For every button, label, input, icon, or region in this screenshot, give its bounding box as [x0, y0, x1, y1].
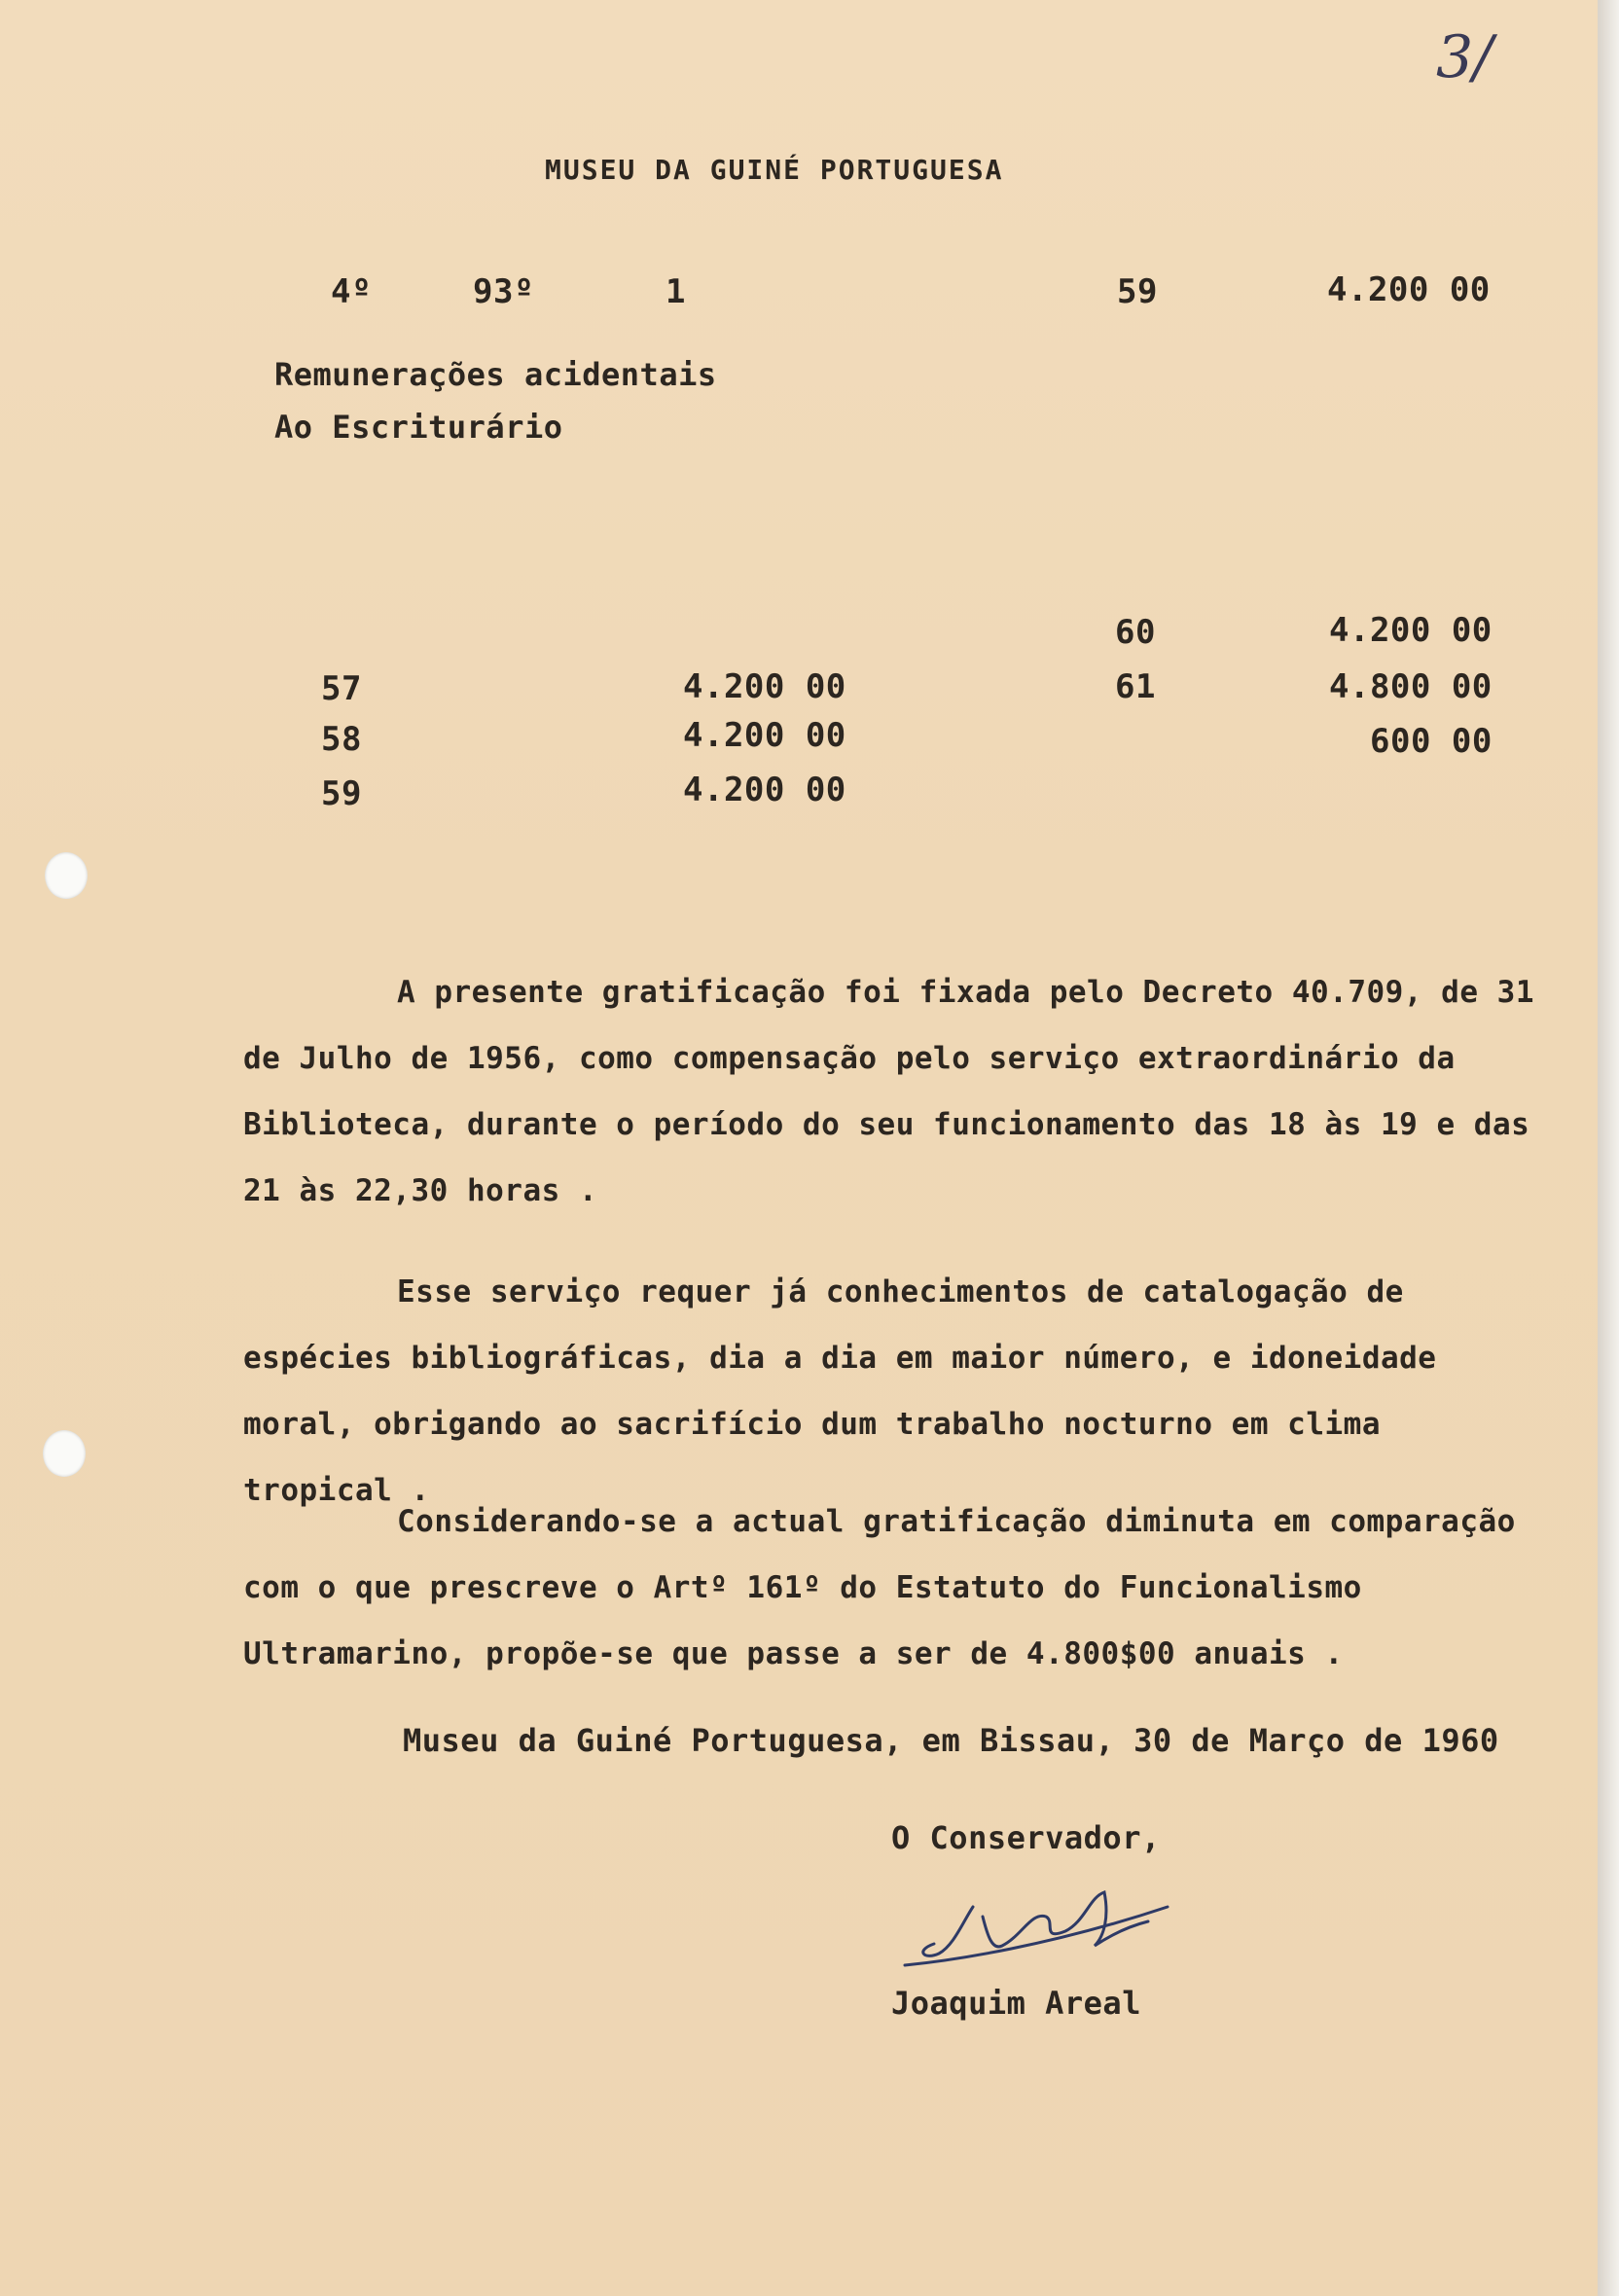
top-row-col1: 4º: [331, 272, 372, 311]
right-table-amount-2: 600 00: [1370, 722, 1493, 761]
top-row-col2: 93º: [473, 272, 534, 311]
left-table-amount-2: 4.200 00: [683, 771, 846, 809]
right-table-amount-0: 4.200 00: [1329, 611, 1493, 650]
paragraph-3: Considerando-se a actual gratificação diminuta em comparação com o que prescreve o Artº 161º do Estatuto do Funcionalismo Ultramarino, propõe-se que passe a ser de 4.800$00 anuais .: [243, 1504, 1516, 1671]
top-row-col3: 1: [666, 272, 686, 311]
right-table-year-1: 61: [1115, 667, 1156, 706]
document-heading: MUSEU DA GUINÉ PORTUGUESA: [545, 154, 1004, 186]
place-date: Museu da Guiné Portuguesa, em Bissau, 30 de Março de 1960: [403, 1722, 1499, 1759]
signoff: O Conservador,: [891, 1819, 1161, 1856]
left-table-amount-0: 4.200 00: [683, 667, 846, 706]
right-table-amount-1: 4.800 00: [1329, 667, 1493, 706]
page-edge: [1598, 0, 1619, 2296]
handwritten-signature: [895, 1868, 1187, 1985]
left-table-year-0: 57: [321, 669, 362, 708]
page-number: 3/: [1436, 23, 1493, 91]
top-row-col5: 4.200 00: [1327, 270, 1491, 309]
right-table-year-0: 60: [1115, 613, 1156, 652]
paragraph-2: Esse serviço requer já conhecimentos de catalogação de espécies bibliográficas, dia a dia em maior número, e idoneidade moral, obrigando ao sacrifício dum trabalho nocturno em clima tropical .: [243, 1274, 1437, 1508]
signatory-name: Joaquim Areal: [891, 1985, 1141, 2022]
left-table-year-2: 59: [321, 774, 362, 813]
subhead-line1: Remunerações acidentais: [274, 356, 717, 393]
punch-hole-top: [45, 852, 88, 899]
subhead-line2: Ao Escriturário: [274, 409, 563, 446]
top-row-col4: 59: [1117, 272, 1158, 311]
paragraph-1: A presente gratificação foi fixada pelo Decreto 40.709, de 31 de Julho de 1956, como compensação pelo serviço extraordinário da Biblioteca, durante o período do seu funcionamento das 18 às 19 e das 21 às 22,30 horas .: [243, 975, 1534, 1208]
left-table-amount-1: 4.200 00: [683, 716, 846, 755]
left-table-year-1: 58: [321, 720, 362, 759]
punch-hole-bottom: [43, 1430, 86, 1477]
